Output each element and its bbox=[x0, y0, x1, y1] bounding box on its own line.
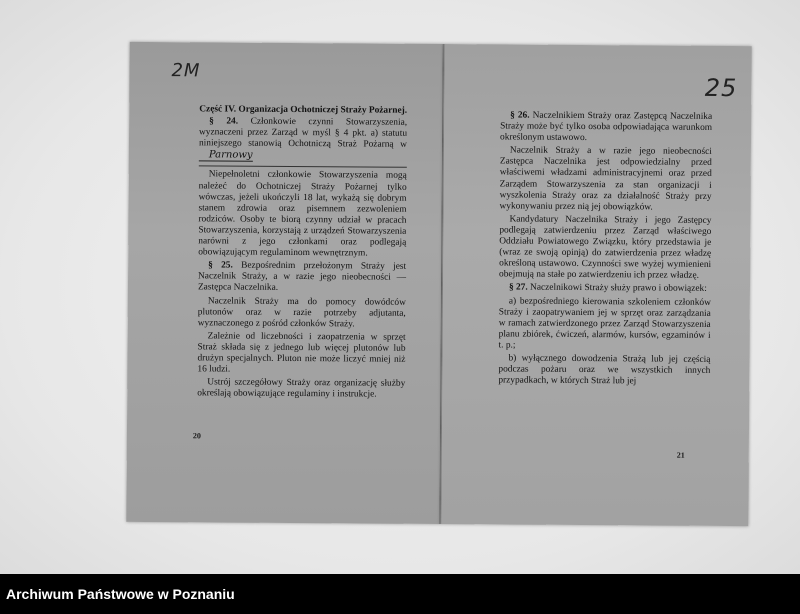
right-text-column bbox=[498, 110, 712, 390]
divider-rule bbox=[199, 166, 407, 168]
left-page-number: 20 bbox=[192, 431, 201, 441]
paragraph-27-text: Naczelnikowi Straży służy prawo i obowiązek: bbox=[530, 283, 707, 295]
list-item-b: b) wyłącznego dowodzenia Strażą lub jej częścią podczas pożaru oraz we wszystkich innych przypadkach, w których Straż lub jej bbox=[498, 353, 711, 387]
paragraph-25-text: Bezpośrednim przełożonym Straży jest Naczelnik Straży, a w razie jego nieobecności — Zastępca Naczelnika. bbox=[197, 260, 407, 294]
paragraph-24 bbox=[199, 116, 407, 163]
paragraph-26 bbox=[500, 110, 712, 145]
paragraph-27 bbox=[499, 283, 711, 296]
right-page-number: 21 bbox=[676, 450, 685, 460]
paragraph-zaleznie: Zależnie od liczebności i zaopatrzenia w sprzęt Straż składa się z jednego lub więcej plutonów lub drużyn specjalnych. Pluton nie może liczyć mniej niż 16 ludzi. bbox=[197, 331, 406, 375]
section-heading: Część IV. Organizacja Ochotniczej Straży Pożarnej. bbox=[199, 104, 408, 116]
paragraph-minors: Niepełnoletni członkowie Stowarzyszenia mogą należeć do Ochotniczej Straży Pożarnej tylko wówczas, jeżeli ukończyli 18 lat, wykażą się dobrym stanem zdrowia oraz pisemnem zezwoleniem rodziców. Osoby te biorą czynny udział w pracach Stowarzyszenia, korzystają z urządzeń Stowarzyszenia narówni z jego członkami oraz podlegają obowiązującym regulaminom wewnętrznym. bbox=[198, 169, 407, 259]
paragraph-27-number: § 27. bbox=[508, 282, 528, 294]
paragraph-ustroj: Ustrój szczegółowy Straży oraz organizację służby określają obowiązujące regulaminy i instrukcje. bbox=[197, 377, 406, 400]
archive-footer-label: Archiwum Państwowe w Poznaniu bbox=[6, 586, 235, 602]
right-archive-number: 25 bbox=[704, 73, 738, 103]
list-item-a: a) bezpośredniego kierowania szkoleniem członków Straży i zaopatrywaniem jej w sprzęt oraz zarządzania w ramach zatwierdzonego przez Zarząd Stowarzyszenia planu zbiórek, ćwiczeń, alarmów, kursów, egzaminów i t. p.; bbox=[498, 295, 711, 351]
left-archive-number: 2M bbox=[171, 60, 201, 82]
paragraph-24-handwritten-place: Parnowy bbox=[199, 150, 253, 162]
archive-footer-bar bbox=[0, 574, 800, 614]
right-page bbox=[440, 44, 751, 526]
paragraph-absence: Naczelnik Straży a w razie jego nieobecności Zastępca Naczelnika jest odpowiedzialny przed właściwemi władzami administracyjnemi oraz przed Zarządem Stowarzyszenia za stan organizacji i wyszkolenia Straży oraz za działalność Straży przy wykonywaniu przez nią jej obowiązków. bbox=[499, 145, 712, 213]
paragraph-24-text: Członkowie czynni Stowarzyszenia, wyznaczeni przez Zarząd w myśl § 4 pkt. a) statutu niniejszego stanowią Ochotniczą Straż Pożarną w bbox=[198, 116, 408, 151]
paragraph-candidates: Kandydatury Naczelnika Straży i jego Zastępcy podlegają zatwierdzeniu przez Zarząd właściwego Oddziału Powiatowego Związku, który przedstawia je (wraz ze swoją opinją) do zatwierdzenia przez władzę określoną ustawowo. Czynności swe wyżej wymienieni obejmują na stałe po zatwierdzeniu ich przez władzę. bbox=[499, 214, 712, 282]
paragraph-26-text: Naczelnikiem Straży oraz Zastępcą Naczelnika Straży może być tylko osoba odpowiadająca warunkom określonym ustawowo. bbox=[499, 110, 713, 144]
paragraph-25 bbox=[198, 261, 406, 296]
left-text-column bbox=[197, 104, 407, 403]
left-page bbox=[126, 42, 443, 524]
paragraph-26-number: § 26. bbox=[510, 110, 530, 121]
paragraph-25-number: § 25. bbox=[208, 260, 233, 271]
open-booklet bbox=[126, 42, 751, 526]
paragraph-24-number: § 24. bbox=[209, 116, 239, 127]
paragraph-naczelnik: Naczelnik Straży ma do pomocy dowódców plutonów oraz w razie potrzeby adjutanta, wyznaczonego z pośród członków Straży. bbox=[197, 295, 406, 330]
